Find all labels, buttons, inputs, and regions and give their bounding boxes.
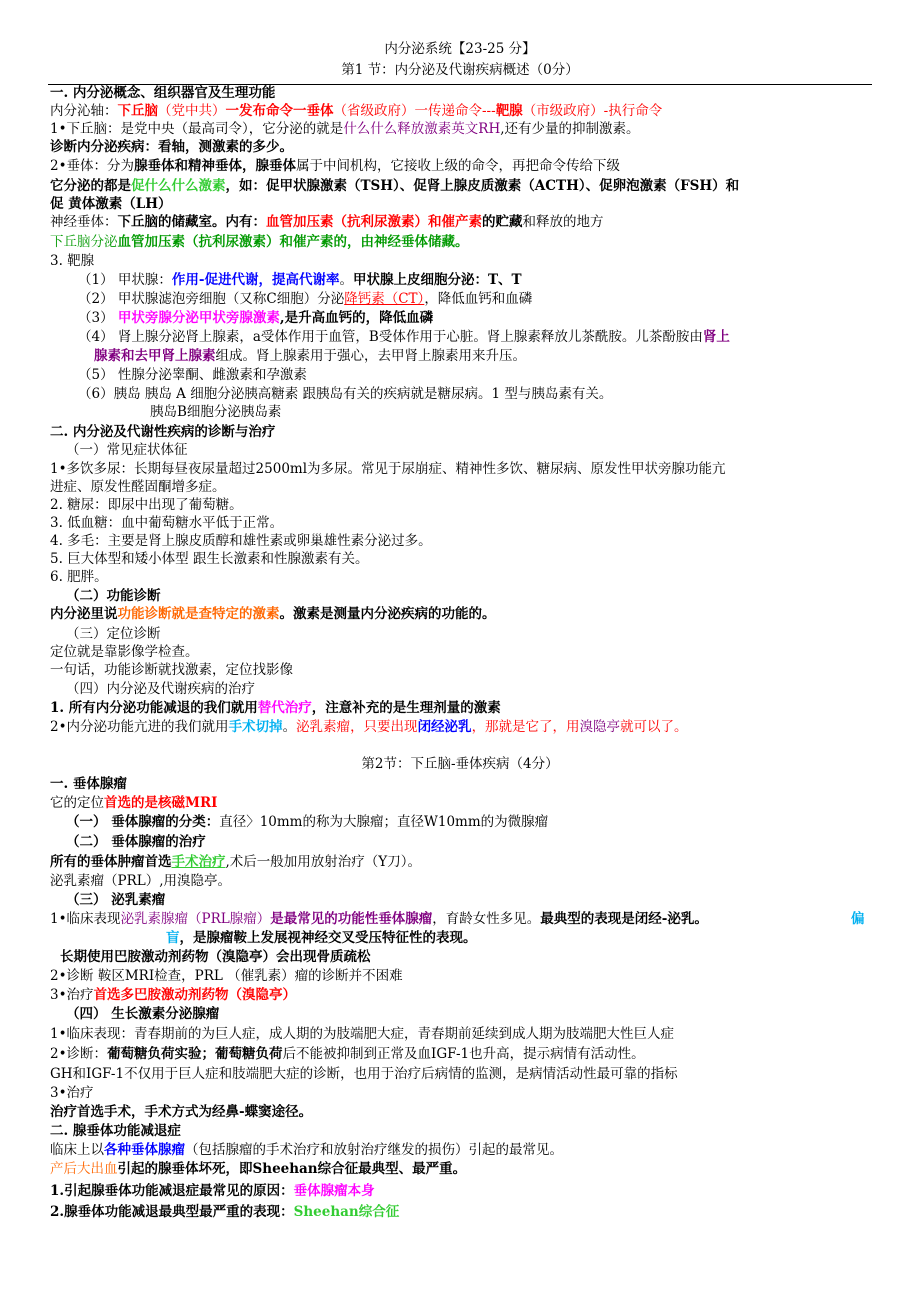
adenoma-classification: （一） 垂体腺瘤的分类：直径〉10mm的称为大腺瘤；直径W10mm的为微腺瘤 bbox=[66, 814, 549, 830]
adenoma-location: 它的定位首选的是核磁MRI bbox=[50, 795, 218, 811]
symptom-5: 5. 巨大体型和矮小体型 跟生长激素和性腺激素有关。 bbox=[50, 551, 369, 567]
neurohypophysis-line-2: 下丘脑分泌血管加压素（抗利尿激素）和催产素的，由神经垂体储藏。 bbox=[50, 234, 469, 250]
gh-adenoma-heading: （四） 生长激素分泌腺瘤 bbox=[66, 1006, 220, 1022]
s2-sub-3: （三）定位诊断 bbox=[66, 626, 161, 642]
target-6-line-2: 胰岛B细胞分泌胰岛素 bbox=[150, 404, 282, 420]
gh-treatment: 治疗首选手术，手术方式为经鼻-蝶窦途径。 bbox=[50, 1104, 313, 1120]
s2-heading: 二. 内分泌及代谢性疾病的诊断与治疗 bbox=[50, 424, 276, 440]
target-5: （5） 性腺分泌睾酮、雌激素和孕激素 bbox=[78, 367, 307, 383]
pituitary-adenoma-heading: 一. 垂体腺瘤 bbox=[50, 776, 127, 792]
gh-treatment-label: 3•治疗 bbox=[50, 1085, 94, 1101]
sheehan-line: 产后大出血引起的腺垂体坏死，即Sheehan综合征最典型、最严重。 bbox=[50, 1161, 467, 1177]
target-3: （3） 甲状旁腺分泌甲状旁腺激素,是升高血钙的，降低血磷 bbox=[78, 310, 434, 326]
s1-heading: 一. 内分泌概念、组织器官及生理功能 bbox=[50, 85, 276, 101]
symptom-6: 6. 肥胖。 bbox=[50, 569, 108, 585]
prolactinoma-diagnosis: 2•诊断 鞍区MRI检查，PRL （催乳素）瘤的诊断并不困难 bbox=[50, 968, 403, 984]
prolactinoma-heading: （三） 泌乳素瘤 bbox=[66, 892, 166, 908]
target-6-line-1: （6）胰岛 胰岛 A 细胞分泌胰高糖素 跟胰岛有关的疾病就是糖尿病。1 型与胰岛素有关。 bbox=[78, 386, 613, 402]
prolactinoma-note: 泌乳素瘤（PRL）,用溴隐亭。 bbox=[50, 873, 232, 889]
hypopituitarism-cause: 临床上以各种垂体腺瘤（包括腺瘤的手术治疗和放射治疗继发的损伤）引起的最常见。 bbox=[50, 1142, 563, 1158]
symptom-2: 2. 糖尿：即尿中出现了葡萄糖。 bbox=[50, 497, 243, 513]
s2-sub-2: （二）功能诊断 bbox=[66, 588, 161, 604]
target-1: （1） 甲状腺：作用-促进代谢，提高代谢率。甲状腺上皮细胞分泌：T、T bbox=[78, 272, 522, 288]
symptom-4: 4. 多毛：主要是肾上腺皮质醇和雄性素或卵巢雄性素分泌过多。 bbox=[50, 533, 432, 549]
s2-sub-4: （四）内分泌及代谢疾病的治疗 bbox=[66, 681, 255, 697]
summary-2: 2.腺垂体功能减退最典型最严重的表现：Sheehan综合征 bbox=[50, 1204, 400, 1220]
location-line-2: 一句话，功能诊断就找激素，定位找影像 bbox=[50, 662, 293, 678]
target-glands-heading: 3. 靶腺 bbox=[50, 253, 95, 269]
neurohypophysis-line-1: 神经垂体：下丘脑的储藏室。内有：血管加压素（抗利尿激素）和催产素的贮藏和释放的地方 bbox=[50, 214, 604, 230]
pituitary-line-2: 它分泌的都是促什么什么激素，如：促甲状腺激素（TSH）、促肾上腺皮质激素（ACTH）、促卵泡激素（FSH）和 bbox=[50, 178, 740, 194]
prolactinoma-clinical-2: 盲，是腺瘤鞍上发展视神经交叉受压特征性的表现。 bbox=[166, 930, 477, 946]
gh-clinical: 1•临床表现：青春期前的为巨人症，成人期的为肢端肥大症，青春期前延续到成人期为肢端肥大性巨人症 bbox=[50, 1026, 675, 1042]
adenoma-treatment: 所有的垂体肿瘤首选手术治疗,术后一般加用放射治疗（Y刀）。 bbox=[50, 854, 421, 870]
s2-sub-1: （一）常见症状体征 bbox=[66, 442, 188, 458]
chapter-title: 内分泌系统【23-25 分】 bbox=[384, 41, 536, 57]
treatment-1: 1. 所有内分泌功能减退的我们就用替代治疗，注意补充的是生理剂量的激素 bbox=[50, 700, 501, 716]
prolactinoma-hemianopia-1: 偏 bbox=[851, 911, 865, 927]
target-4-line-1: （4） 肾上腺分泌肾上腺素，a受体作用于血管，B受体作用于心脏。肾上腺素释放儿茶酰胺。儿茶酚胺由肾上 bbox=[78, 329, 730, 345]
prolactinoma-treatment: 3•治疗首选多巴胺激动剂药物（溴隐亭） bbox=[50, 987, 297, 1003]
target-4-line-2: 腺素和去甲肾上腺素组成。肾上腺素用于强心，去甲肾上腺素用来升压。 bbox=[94, 348, 526, 364]
gh-diagnosis: 2•诊断：葡萄糖负荷实验；葡萄糖负荷后不能被抑制到正常及血IGF-1也升高，提示病情有活动性。 bbox=[50, 1046, 645, 1062]
symptom-1-line-2: 进症、原发性醛固酮增多症。 bbox=[50, 479, 226, 495]
location-line-1: 定位就是靠影像学检查。 bbox=[50, 644, 199, 660]
pituitary-line-3: 促 黄体激素（LH） bbox=[50, 196, 172, 212]
target-2: （2） 甲状腺滤泡旁细胞（又称C细胞）分泌降钙素（CT），降低血钙和血磷 bbox=[78, 291, 533, 307]
function-diagnosis-line: 内分泌里说功能诊断就是查特定的激素。激素是测量内分泌疾病的功能的。 bbox=[50, 606, 496, 622]
diagnosis-line: 诊断内分泌疾病：看轴，测激素的多少。 bbox=[50, 139, 293, 155]
summary-1: 1.引起腺垂体功能减退症最常见的原因：垂体腺瘤本身 bbox=[50, 1183, 375, 1199]
hypothalamus-line: 1•下丘脑：是党中央（最高司令），它分泌的就是什么什么释放激素英文RH,还有少量的抑制激素。 bbox=[50, 121, 640, 137]
section-2-title: 第2节：下丘脑-垂体疾病（4分） bbox=[361, 756, 559, 772]
endocrine-axis: 内分沁轴：下丘脑（党中共）一发布命令一垂体（省级政府）一传递命令---靶腺（市级政府）-执行命令 bbox=[50, 103, 663, 119]
section-1-title: 第1 节：内分泌及代谢疾病概述（0分） bbox=[341, 62, 579, 78]
osteoporosis-note: 长期使用巴胺激动剂药物（溴隐亭）会出现骨质疏松 bbox=[60, 949, 371, 965]
symptom-3: 3. 低血糖：血中葡萄糖水平低于正常。 bbox=[50, 515, 284, 531]
prolactinoma-clinical-1: 1•临床表现泌乳素腺瘤（PRL腺瘤）是最常见的功能性垂体腺瘤，育龄女性多见。最典型的表现是闭经-泌乳。 bbox=[50, 911, 708, 927]
symptom-1-line-1: 1•多饮多尿：长期每昼夜尿量超过2500ml为多尿。常见于尿崩症、精神性多饮、糖尿病、原发性甲状旁腺功能亢 bbox=[50, 461, 726, 477]
gh-monitoring: GH和IGF-1不仅用于巨人症和肢端肥大症的诊断，也用于治疗后病情的监测，是病情活动性最可靠的指标 bbox=[50, 1066, 678, 1082]
adenoma-treatment-heading: （二） 垂体腺瘤的治疗 bbox=[66, 834, 206, 850]
pituitary-line-1: 2•垂体：分为腺垂体和精神垂体，腺垂体属于中间机构，它接收上级的命令，再把命令传给下级 bbox=[50, 158, 621, 174]
hypopituitarism-heading: 二. 腺垂体功能减退症 bbox=[50, 1123, 181, 1139]
treatment-2: 2•内分泌功能亢进的我们就用手术切掉。泌乳素瘤，只要出现闭经泌乳，那就是它了，用溴隐亭就可以了。 bbox=[50, 719, 688, 735]
